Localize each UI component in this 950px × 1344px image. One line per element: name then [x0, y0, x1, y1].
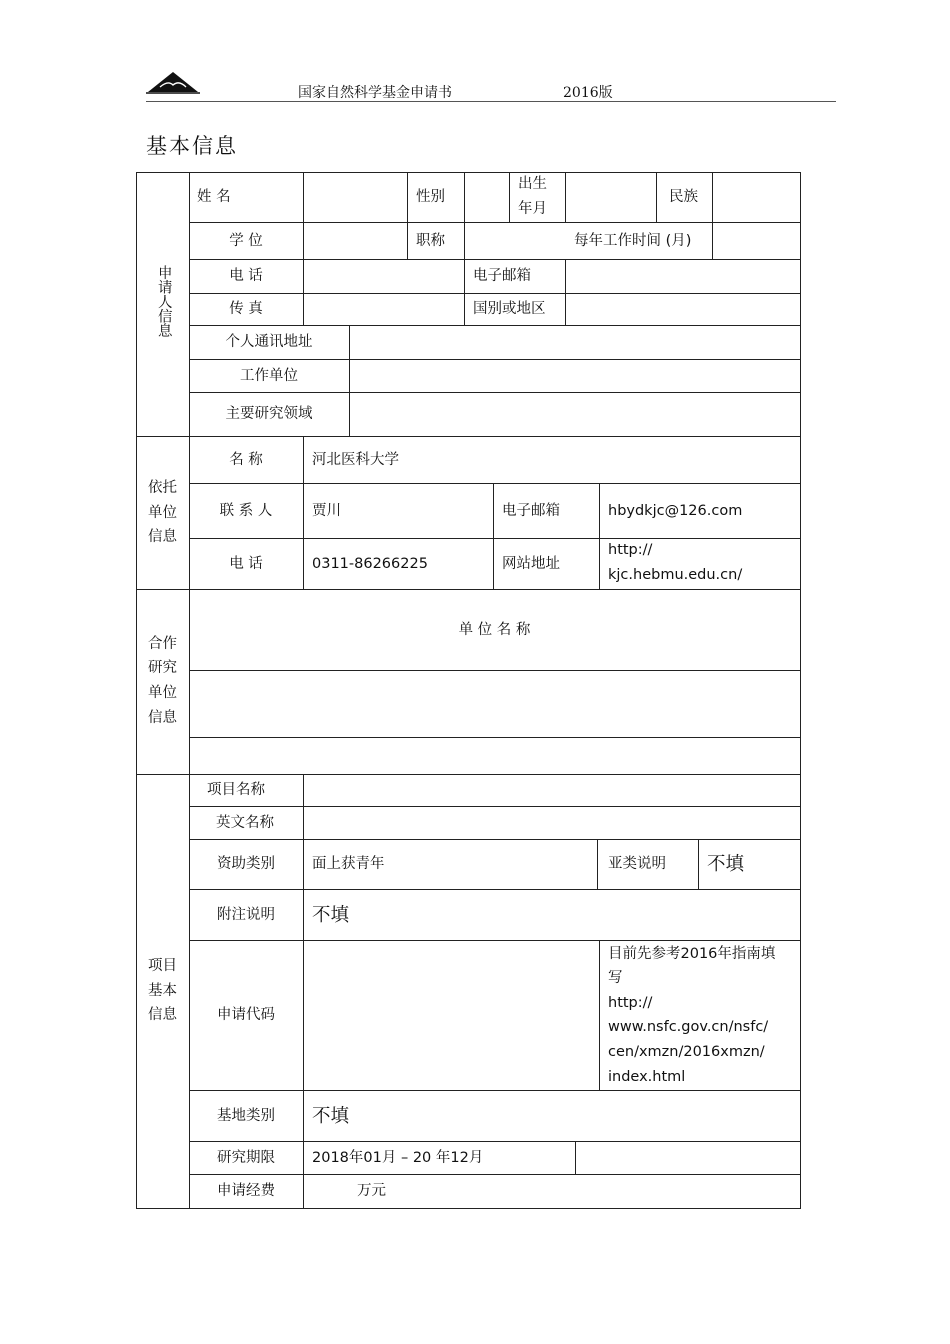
label-email: 电子邮箱: [473, 268, 531, 284]
subtype-note-value: 不填: [707, 854, 745, 875]
institution-name-value: 河北医科大学: [312, 451, 399, 468]
base-type-value: 不填: [312, 1105, 350, 1127]
applicant-section-label: 申请人信息: [155, 265, 172, 338]
field-work-time[interactable]: [713, 223, 800, 259]
label-website: 网站地址: [502, 555, 560, 572]
code-note-l5: cen/xmzn/2016xmzn/: [608, 1044, 765, 1060]
field-ethnicity[interactable]: [713, 173, 800, 222]
label-ethnicity: 民族: [669, 189, 698, 205]
field-address[interactable]: [350, 326, 800, 359]
field-project-name[interactable]: [304, 775, 800, 806]
label-contact: 联 系 人: [219, 502, 273, 519]
field-code[interactable]: [304, 941, 599, 1090]
code-note-l3: http://: [608, 995, 653, 1011]
field-research-field[interactable]: [350, 393, 800, 436]
label-institution-phone: 电 话: [229, 555, 263, 572]
coop-section-l4: 信息: [148, 710, 177, 726]
document-title: 国家自然科学基金申请书: [298, 85, 452, 101]
code-note-l2: 写: [608, 970, 623, 986]
nsfc-logo-icon: [146, 70, 200, 96]
label-phone: 电 话: [229, 268, 263, 284]
period-value: 2018年01月 – 20 年12月: [312, 1149, 484, 1166]
website-value-l2: kjc.hebmu.edu.cn/: [608, 567, 743, 583]
label-address: 个人通讯地址: [225, 334, 313, 350]
field-phone[interactable]: [304, 260, 464, 293]
label-region: 国别或地区: [473, 301, 546, 317]
field-gender[interactable]: [465, 173, 509, 222]
project-section-l3: 信息: [148, 1007, 177, 1023]
label-fax: 传 真: [229, 301, 263, 317]
document-version: 2016版: [563, 85, 613, 101]
website-value-l1: http://: [608, 542, 653, 558]
label-project-name: 项目名称: [207, 782, 265, 798]
institution-email-value: hbydkjc@126.com: [608, 502, 743, 519]
label-title: 职称: [416, 232, 445, 249]
label-subtype-note: 亚类说明: [608, 856, 666, 872]
budget-unit: 万元: [357, 1183, 386, 1199]
remark-value: 不填: [312, 904, 350, 926]
header-divider: [146, 101, 836, 102]
institution-section-l3: 信息: [148, 529, 177, 545]
label-english-name: 英文名称: [216, 814, 274, 831]
institution-section-l1: 依托: [148, 480, 177, 496]
field-fax[interactable]: [304, 294, 464, 325]
label-period: 研究期限: [217, 1149, 275, 1166]
label-institution-name: 名 称: [229, 451, 263, 468]
label-research-field: 主要研究领域: [225, 406, 313, 422]
label-name: 姓 名: [197, 189, 231, 205]
label-funding-type: 资助类别: [217, 856, 275, 872]
field-coop-unit-1[interactable]: [190, 671, 800, 737]
coop-unit-name-header: 单 位 名 称: [458, 621, 531, 638]
project-section-l2: 基本: [148, 983, 177, 999]
label-base-type: 基地类别: [217, 1107, 275, 1124]
label-work-time: 每年工作时间 (月): [574, 232, 692, 249]
label-code: 申请代码: [217, 1007, 275, 1023]
label-work-unit: 工作单位: [240, 367, 298, 384]
funding-type-value: 面上获青年: [312, 856, 385, 872]
institution-phone-value: 0311-86266225: [312, 555, 428, 572]
label-institution-email: 电子邮箱: [502, 502, 560, 519]
label-birth-l2: 年月: [518, 201, 547, 217]
label-remark: 附注说明: [217, 906, 275, 923]
field-period-extra[interactable]: [576, 1142, 800, 1174]
label-birth-l1: 出生: [518, 176, 547, 192]
field-birth[interactable]: [566, 173, 656, 222]
section-title: 基本信息: [146, 134, 238, 158]
coop-section-l1: 合作: [148, 636, 177, 652]
label-gender: 性别: [416, 189, 445, 205]
coop-section-l2: 研究: [148, 660, 177, 676]
field-degree[interactable]: [304, 223, 407, 259]
label-degree: 学 位: [229, 232, 263, 249]
field-title[interactable]: [465, 223, 565, 259]
institution-section-l2: 单位: [148, 505, 177, 521]
contact-value: 贾川: [312, 502, 341, 519]
field-name[interactable]: [304, 173, 407, 222]
code-note-l6: index.html: [608, 1069, 686, 1085]
coop-section-l3: 单位: [148, 685, 177, 701]
field-email[interactable]: [566, 260, 800, 293]
field-work-unit[interactable]: [350, 360, 800, 392]
field-coop-unit-2[interactable]: [190, 738, 800, 774]
field-region[interactable]: [566, 294, 800, 325]
project-section-l1: 项目: [148, 958, 177, 974]
code-note-l4: www.nsfc.gov.cn/nsfc/: [608, 1019, 769, 1035]
label-budget: 申请经费: [217, 1183, 275, 1199]
field-english-name[interactable]: [304, 807, 800, 839]
code-note-l1: 目前先参考2016年指南填: [608, 946, 776, 962]
